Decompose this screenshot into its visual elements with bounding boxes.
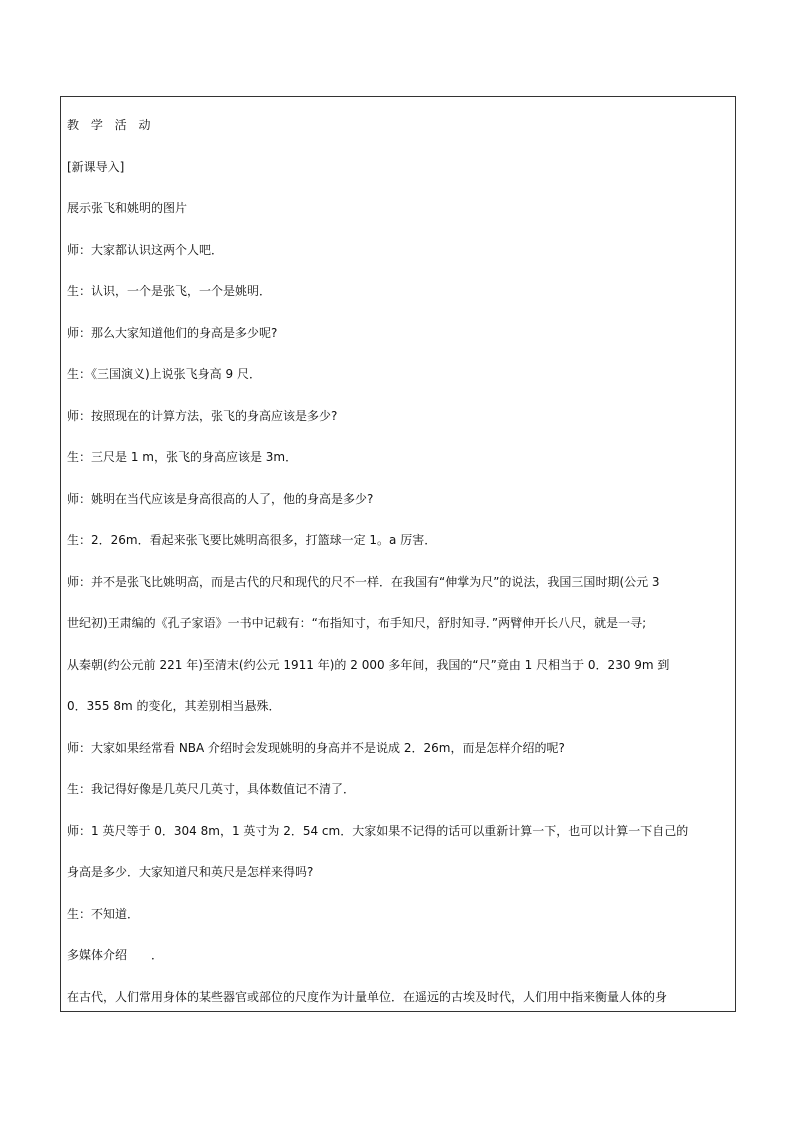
text-line: 生：不知道．	[67, 906, 140, 921]
text-line: 世纪初)王肃编的《孔子家语》一书中记载有：“布指知寸，布手知尺，舒肘知寻．”两臂伸开长八尺，就是一寻;	[67, 616, 647, 630]
lesson-content	[67, 105, 731, 1018]
text-line: 师：那么大家知道他们的身高是多少呢?	[67, 325, 278, 340]
text-line: 生：2．26m．看起来张飞要比姚明高很多，打篮球一定 1。a 厉害．	[67, 533, 437, 547]
section-heading: 教 学 活 动	[67, 118, 155, 132]
lesson-table	[60, 96, 736, 1012]
text-line: 在古代，人们常用身体的某些器官或部位的尺度作为计量单位．在遥远的古埃及时代，人们用中指来衡量人体的身	[67, 989, 668, 1004]
text-line: 生：三尺是 1 m，张飞的身高应该是 3m．	[67, 450, 298, 464]
text-line: 师：姚明在当代应该是身高很高的人了，他的身高是多少?	[67, 491, 374, 506]
text-line: 师：大家都认识这两个人吧．	[67, 242, 224, 257]
text-line: 身高是多少．大家知道尺和英尺是怎样来得吗?	[67, 865, 314, 879]
text-line: 师：按照现在的计算方法，张飞的身高应该是多少?	[67, 408, 338, 423]
text-line: 展示张飞和姚明的图片	[67, 201, 188, 215]
text-line: 多媒体介绍 ．	[67, 948, 164, 962]
text-line: 师：大家如果经常看 NBA 介绍时会发现姚明的身高并不是说成 2．26m，而是怎样介绍的呢?	[67, 740, 565, 755]
text-line: 师：并不是张飞比姚明高，而是古代的尺和现代的尺不一样．在我国有“伸掌为尺”的说法，我国三国时期(公元 3	[67, 574, 660, 589]
text-line: [新课导入]	[67, 159, 125, 174]
text-line: 师：1 英尺等于 0．304 8m，1 英寸为 2．54 cm．大家如果不记得的话可以重新计算一下，也可以计算一下自己的	[67, 823, 689, 838]
text-line: 从秦朝(约公元前 221 年)至清末(约公元 1911 年)的 2 000 多年间，我国的“尺”竟由 1 尺相当于 0．230 9m 到	[67, 657, 670, 672]
text-line: 生：认识，一个是张飞，一个是姚明．	[67, 284, 272, 298]
text-line: 生：我记得好像是几英尺几英寸，具体数值记不清了．	[67, 782, 356, 796]
text-line: 0．355 8m 的变化，其差别相当悬殊．	[67, 699, 281, 713]
text-line: 生：《三国演义)上说张飞身高 9 尺．	[67, 367, 261, 381]
